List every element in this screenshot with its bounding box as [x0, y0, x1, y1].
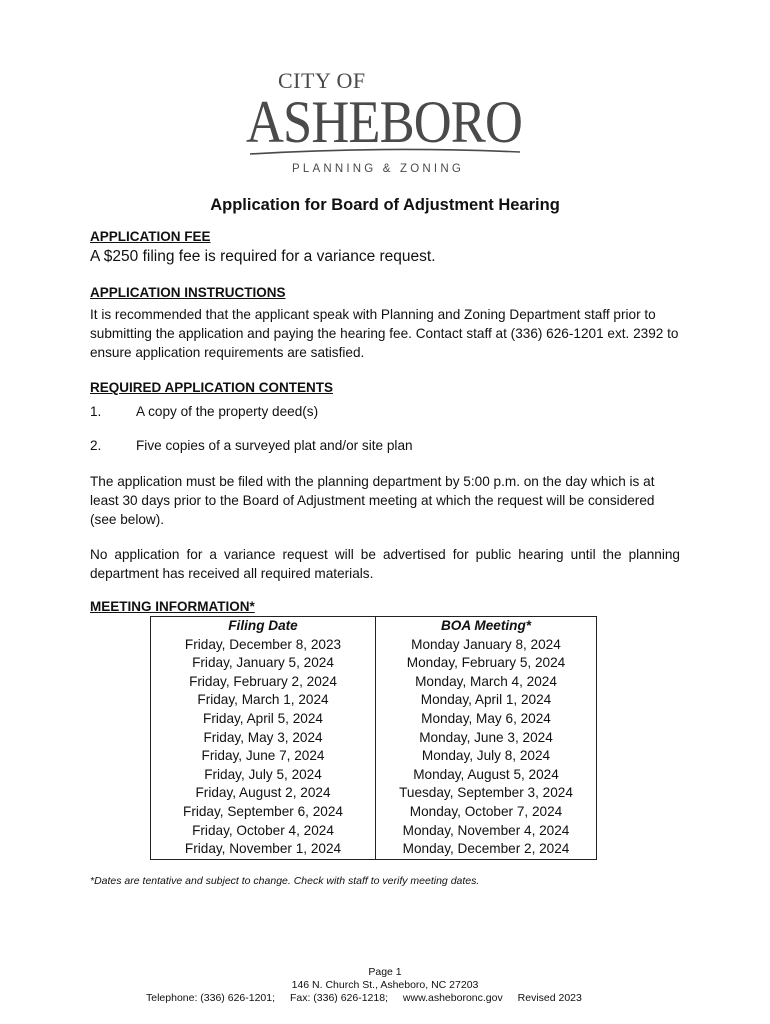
table-row [151, 822, 597, 841]
column-header-filing-date: Filing Date [151, 617, 376, 636]
filing-date-cell: Friday, October 4, 2024 [151, 822, 376, 841]
footer-revised: Revised 2023 [517, 992, 582, 1004]
city-logo [244, 66, 526, 176]
filing-date-cell: Friday, April 5, 2024 [151, 710, 376, 729]
column-header-boa-meeting: BOA Meeting* [376, 617, 597, 636]
filing-date-cell: Friday, February 2, 2024 [151, 673, 376, 692]
boa-meeting-cell: Monday, February 5, 2024 [376, 654, 597, 673]
filing-date-cell: Friday, January 5, 2024 [151, 654, 376, 673]
list-text: A copy of the property deed(s) [136, 404, 319, 419]
table-row [151, 691, 597, 710]
table-row [151, 673, 597, 692]
boa-meeting-cell: Monday, November 4, 2024 [376, 822, 597, 841]
table-row [151, 803, 597, 822]
table-row [151, 729, 597, 748]
table-row [151, 636, 597, 655]
filing-date-cell: Friday, December 8, 2023 [151, 636, 376, 655]
filing-date-cell: Friday, September 6, 2024 [151, 803, 376, 822]
page-number: Page 1 [368, 966, 402, 978]
advertising-text: No application for a variance request will be advertised for public hearing until the planning department has received all required materials. [90, 547, 680, 581]
boa-meeting-cell: Monday January 8, 2024 [376, 636, 597, 655]
meeting-schedule-table [150, 616, 597, 860]
list-number: 1. [90, 404, 102, 419]
filing-date-cell: Friday, November 1, 2024 [151, 840, 376, 859]
boa-meeting-cell: Monday, July 8, 2024 [376, 747, 597, 766]
fee-heading: APPLICATION FEE [90, 229, 211, 244]
table-row [151, 747, 597, 766]
logo-planning-zoning: PLANNING & ZONING [292, 163, 464, 175]
boa-meeting-cell: Monday, August 5, 2024 [376, 766, 597, 785]
footer-contact [146, 992, 594, 1004]
list-number: 2. [90, 438, 102, 453]
logo-asheboro: ASHEBORO [246, 89, 522, 155]
footer-fax: Fax: (336) 626-1218; [289, 992, 388, 1004]
filing-date-cell: Friday, August 2, 2024 [151, 784, 376, 803]
filing-date-cell: Friday, March 1, 2024 [151, 691, 376, 710]
table-row [151, 654, 597, 673]
boa-meeting-cell: Monday, May 6, 2024 [376, 710, 597, 729]
footer-website[interactable]: www.asheboronc.gov [402, 992, 503, 1004]
table-header-row [151, 617, 597, 636]
boa-meeting-cell: Monday, April 1, 2024 [376, 691, 597, 710]
table-row [151, 710, 597, 729]
logo-city-of: CITY OF [278, 68, 366, 93]
filing-date-cell: Friday, July 5, 2024 [151, 766, 376, 785]
table-row [151, 766, 597, 785]
footer-telephone: Telephone: (336) 626-1201; [146, 992, 276, 1004]
footer-address: 146 N. Church St., Asheboro, NC 27203 [291, 979, 479, 991]
instructions-heading: APPLICATION INSTRUCTIONS [90, 285, 286, 300]
filing-deadline-text: The application must be filed with the planning department by 5:00 p.m. on the day which is at least 30 days prior to the Board of Adjustment meeting at which the request will be considered (see below). [90, 474, 655, 527]
list-text: Five copies of a surveyed plat and/or site plan [136, 438, 413, 453]
table-row [151, 840, 597, 859]
boa-meeting-cell: Monday, October 7, 2024 [376, 803, 597, 822]
boa-meeting-cell: Monday, December 2, 2024 [376, 840, 597, 859]
filing-date-cell: Friday, June 7, 2024 [151, 747, 376, 766]
fee-text: A $250 filing fee is required for a variance request. [90, 248, 436, 265]
table-row [151, 784, 597, 803]
boa-meeting-cell: Monday, June 3, 2024 [376, 729, 597, 748]
list-item [90, 438, 413, 453]
boa-meeting-cell: Monday, March 4, 2024 [376, 673, 597, 692]
boa-meeting-cell: Tuesday, September 3, 2024 [376, 784, 597, 803]
list-item [90, 404, 318, 419]
city-logo-graphic [244, 66, 526, 176]
filing-date-cell: Friday, May 3, 2024 [151, 729, 376, 748]
contents-heading: REQUIRED APPLICATION CONTENTS [90, 380, 334, 395]
page-title: Application for Board of Adjustment Hearing [210, 196, 560, 214]
dates-note: *Dates are tentative and subject to change. Check with staff to verify meeting dates. [90, 875, 480, 887]
instructions-text: It is recommended that the applicant speak with Planning and Zoning Department staff prior to submitting the application and paying the hearing fee. Contact staff at (336) 626-1201 ext. 2392 to ensure application requirements are satisfied. [90, 307, 679, 360]
meeting-heading: MEETING INFORMATION* [90, 599, 255, 614]
